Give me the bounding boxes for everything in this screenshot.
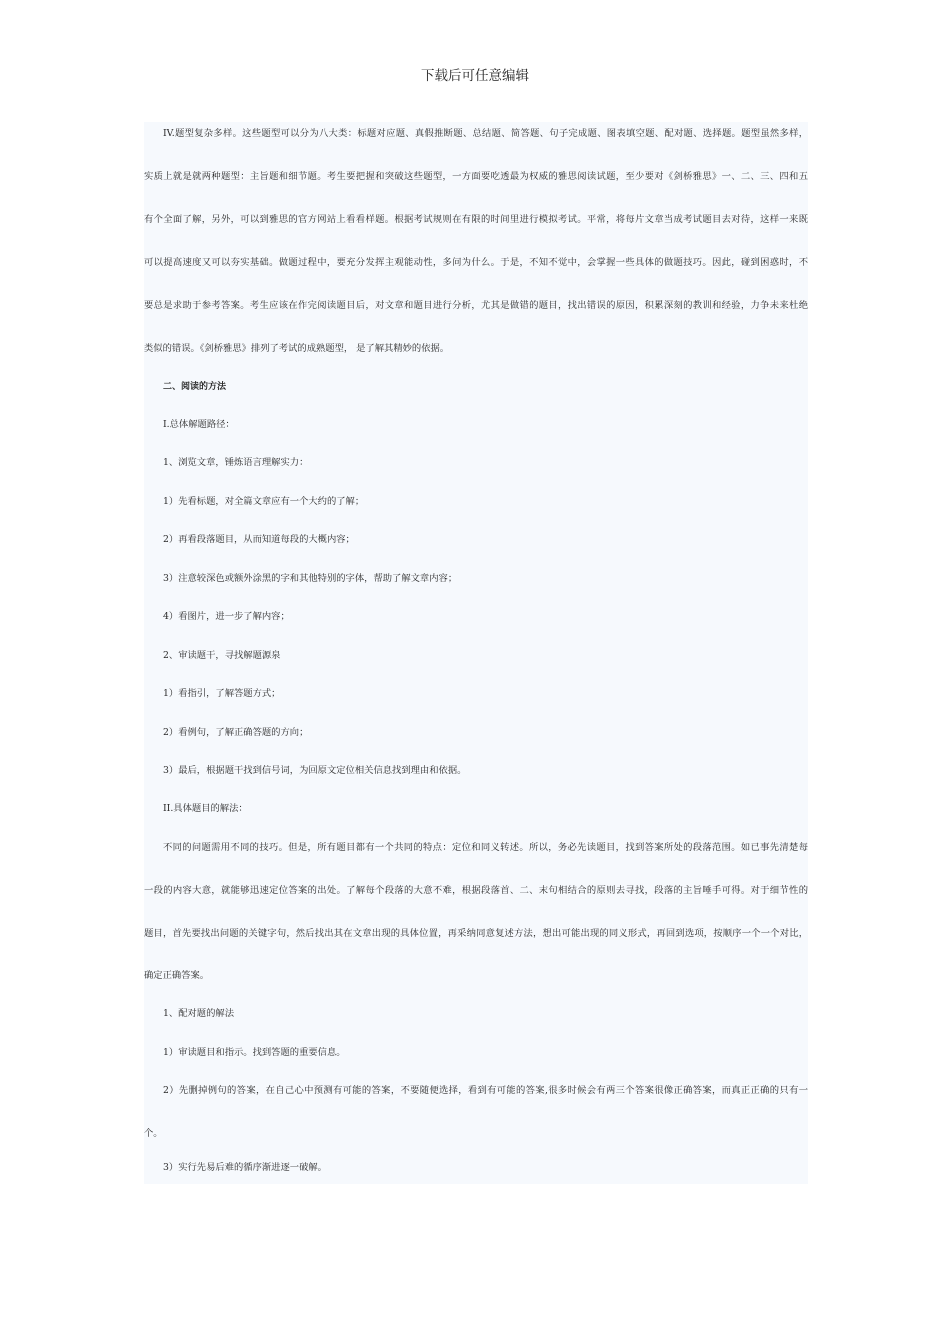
list-item: 2）再看段落题目，从而知道每段的大概内容； [163,534,355,545]
paragraph-line: 可以提高速度又可以夯实基础。做题过程中，要充分发挥主观能动性，多问为什么。于是，不知不觉中，会掌握一些具体的做题技巧。因此，碰到困惑时，不 [144,257,808,268]
list-item: 1、浏览文章，锤炼语言理解实力： [163,457,309,468]
paragraph-line: 一段的内容大意，就能够迅速定位答案的出处。了解每个段落的大意不难，根据段落首、二、末句相结合的原则去寻找，段落的主旨唾手可得。对于细节性的 [144,885,808,896]
list-item: 1）审读题目和指示。找到答题的重要信息。 [163,1047,346,1058]
paragraph-line: 确定正确答案。 [144,970,210,981]
paragraph-line: 类似的错误。《剑桥雅思》排列了考试的成熟题型， 是了解其精妙的依据。 [144,343,450,354]
paragraph-line: 2）先删掉例句的答案，在自己心中预测有可能的答案，不要随便选择，看到有可能的答案,很多时候会有两三个答案很像正确答案，而真正正确的只有一 [163,1085,808,1096]
subheading: II.具体题目的解法： [163,803,248,814]
list-item: 2）看例句，了解正确答题的方向； [163,727,309,738]
paragraph-line: 要总是求助于参考答案。考生应该在作完阅读题目后，对文章和题目进行分析，尤其是做错的题目，找出错误的原因，积累深刻的教训和经验，力争未来杜绝 [144,300,808,311]
page-header: 下载后可任意编辑 [421,68,529,84]
paragraph-line: IV.题型复杂多样。这些题型可以分为八大类：标题对应题、真假推断题、总结题、简答题、句子完成题、图表填空题、配对题、选择题。题型虽然多样， [163,128,808,139]
paragraph-line: 不同的问题需用不同的技巧。但是，所有题目都有一个共同的特点：定位和同义转述。所以，务必先读题目，找到答案所处的段落范围。如已事先清楚每 [163,842,808,853]
list-item: 1）看指引，了解答题方式； [163,688,281,699]
paragraph-line: 有个全面了解，另外，可以到雅思的官方网站上看看样题。根据考试规则在有限的时间里进行模拟考试。平常，将每片文章当成考试题目去对待，这样一来既 [144,214,808,225]
article-body [144,122,808,1184]
paragraph-line: 个。 [144,1128,163,1139]
section-heading: 二、阅读的方法 [163,382,227,392]
list-item: 4）看图片，进一步了解内容； [163,611,290,622]
paragraph-line: 实质上就是就两种题型：主旨题和细节题。考生要把握和突破这些题型，一方面要吃透最为权威的雅思阅读试题，至少要对《剑桥雅思》一、二、三、四和五 [144,171,808,182]
paragraph-line: 题目，首先要找出问题的关键字句，然后找出其在文章出现的具体位置，再采纳同意复述方法，想出可能出现的同义形式，再回到选项，按顺序一个一个对比， [144,928,808,939]
list-item: 1、配对题的解法 [163,1008,234,1019]
list-item: 2、审读题干，寻找解题源泉 [163,650,281,661]
subheading: I.总体解题路径： [163,419,235,430]
list-item: 3）最后，根据题干找到信号词，为回原文定位相关信息找到理由和依据。 [163,765,467,776]
list-item: 1）先看标题，对全篇文章应有一个大约的了解； [163,496,365,507]
list-item: 3）注意较深色或额外涂黑的字和其他特别的字体，帮助了解文章内容； [163,573,458,584]
list-item: 3）实行先易后难的循序渐进逐一破解。 [163,1162,327,1173]
